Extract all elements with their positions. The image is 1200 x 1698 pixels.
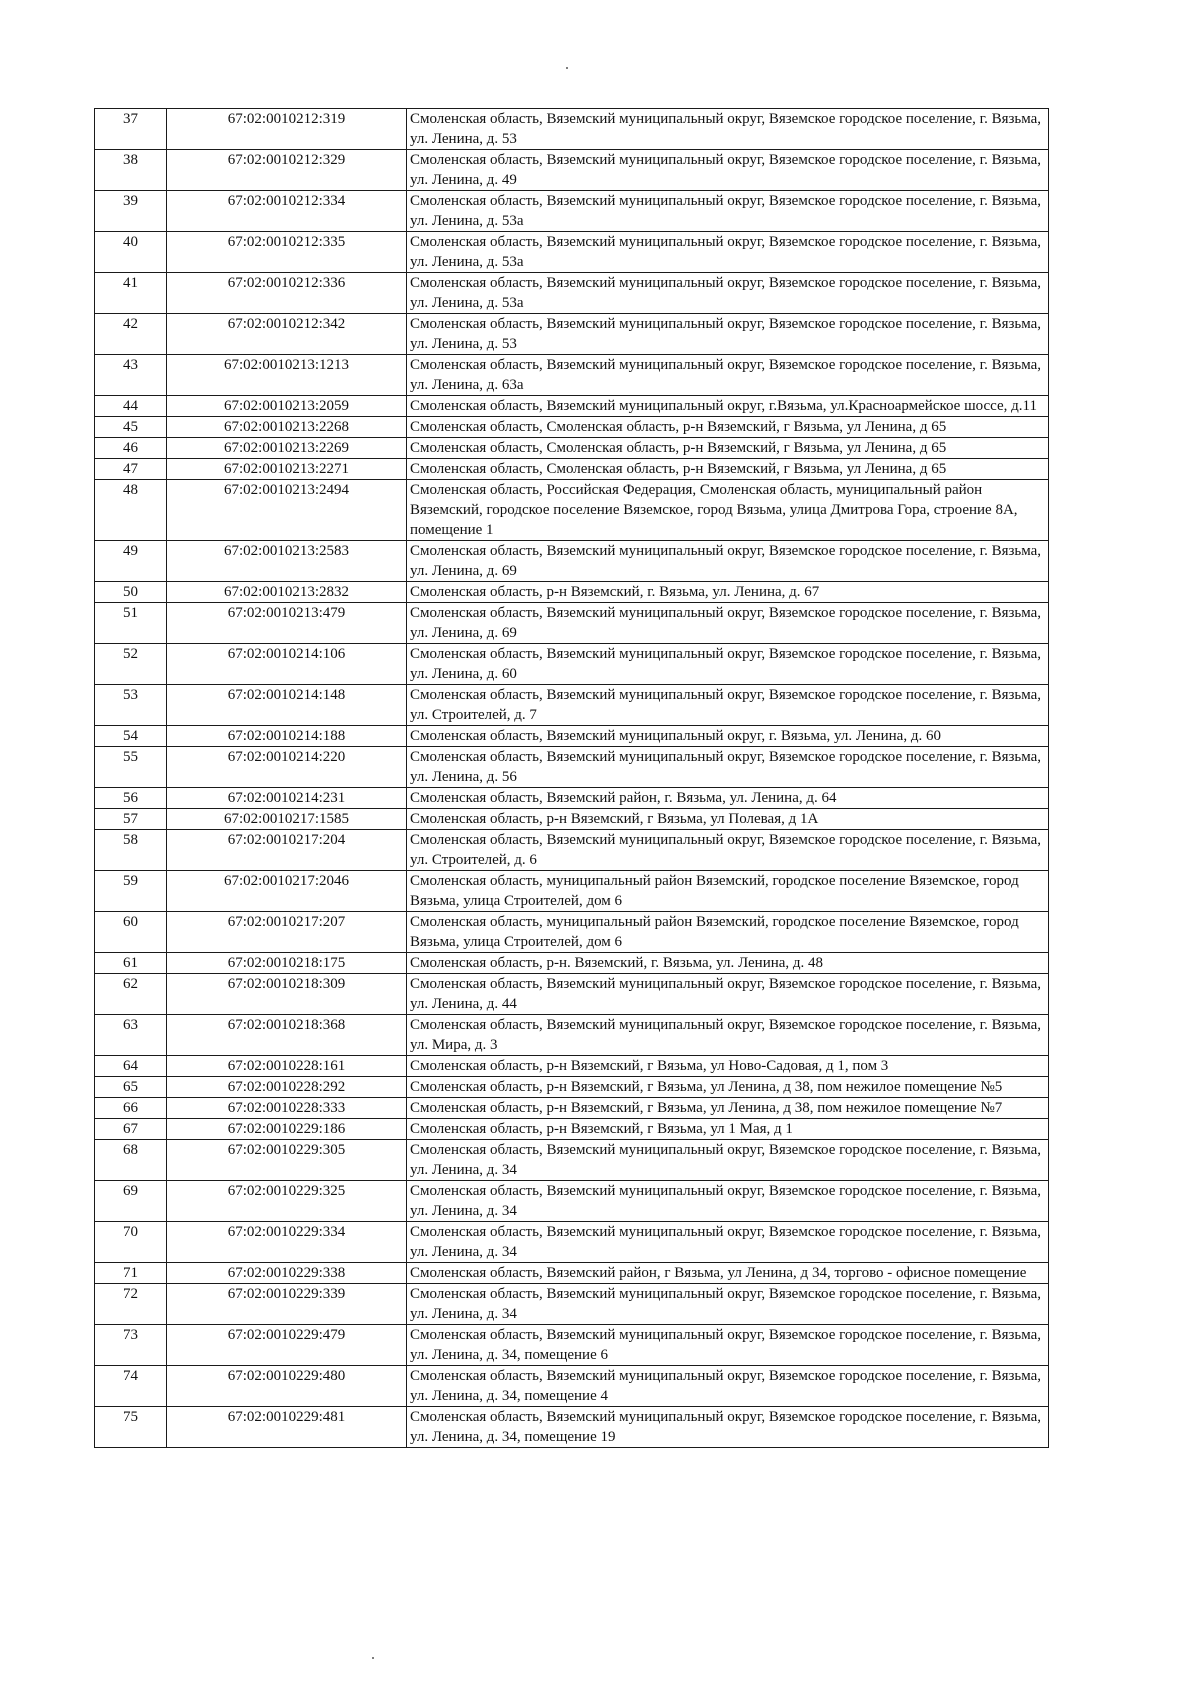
address-cell: Смоленская область, р-н Вяземский, г Вязьма, ул Ленина, д 38, пом нежилое помещение №5 (407, 1077, 1049, 1098)
table-row (95, 273, 1049, 314)
table-row (95, 871, 1049, 912)
table-row (95, 438, 1049, 459)
address-cell: Смоленская область, Вяземский муниципальный округ, Вяземское городское поселение, г. Вязьма, ул. Строителей, д. 7 (407, 685, 1049, 726)
address-cell: Смоленская область, Вяземский муниципальный округ, Вяземское городское поселение, г. Вязьма, ул. Ленина, д. 34, помещение 6 (407, 1325, 1049, 1366)
cadastral-number-cell: 67:02:0010213:2583 (167, 541, 407, 582)
cadastral-number-cell: 67:02:0010217:204 (167, 830, 407, 871)
row-number-cell: 70 (95, 1222, 167, 1263)
table-row (95, 541, 1049, 582)
cadastral-number-cell: 67:02:0010217:2046 (167, 871, 407, 912)
cadastral-number-cell: 67:02:0010229:479 (167, 1325, 407, 1366)
table-row (95, 1119, 1049, 1140)
cadastral-number-cell: 67:02:0010229:338 (167, 1263, 407, 1284)
cadastral-number-cell: 67:02:0010213:2271 (167, 459, 407, 480)
row-number-cell: 37 (95, 109, 167, 150)
table-row (95, 912, 1049, 953)
address-cell: Смоленская область, Вяземский муниципальный округ, Вяземское городское поселение, г. Вязьма, ул. Ленина, д. 34, помещение 4 (407, 1366, 1049, 1407)
table-row (95, 726, 1049, 747)
cadastral-number-cell: 67:02:0010228:333 (167, 1098, 407, 1119)
table-row (95, 1407, 1049, 1448)
row-number-cell: 51 (95, 603, 167, 644)
row-number-cell: 44 (95, 396, 167, 417)
address-cell: Смоленская область, Российская Федерация, Смоленская область, муниципальный район Вяземский, городское поселение Вяземское, город Вязьма, улица Дмитрова Гора, строение 8А, помещение 1 (407, 480, 1049, 541)
table-row (95, 1077, 1049, 1098)
table-row (95, 1181, 1049, 1222)
address-cell: Смоленская область, Вяземский муниципальный округ, Вяземское городское поселение, г. Вязьма, ул. Ленина, д. 34 (407, 1222, 1049, 1263)
address-cell: Смоленская область, Вяземский район, г. Вязьма, ул. Ленина, д. 64 (407, 788, 1049, 809)
cadastral-number-cell: 67:02:0010229:339 (167, 1284, 407, 1325)
cadastral-number-cell: 67:02:0010229:334 (167, 1222, 407, 1263)
table-row (95, 1263, 1049, 1284)
row-number-cell: 71 (95, 1263, 167, 1284)
cadastral-number-cell: 67:02:0010229:186 (167, 1119, 407, 1140)
cadastral-number-cell: 67:02:0010217:1585 (167, 809, 407, 830)
cadastral-number-cell: 67:02:0010228:161 (167, 1056, 407, 1077)
address-cell: Смоленская область, р-н Вяземский, г Вязьма, ул 1 Мая, д 1 (407, 1119, 1049, 1140)
table-row (95, 232, 1049, 273)
address-cell: Смоленская область, Вяземский муниципальный округ, Вяземское городское поселение, г. Вязьма, ул. Ленина, д. 53а (407, 191, 1049, 232)
table-row (95, 1284, 1049, 1325)
cadastral-number-cell: 67:02:0010212:342 (167, 314, 407, 355)
address-cell: Смоленская область, Вяземский муниципальный округ, Вяземское городское поселение, г. Вязьма, ул. Ленина, д. 49 (407, 150, 1049, 191)
cadastral-number-cell: 67:02:0010213:1213 (167, 355, 407, 396)
table-row (95, 417, 1049, 438)
row-number-cell: 49 (95, 541, 167, 582)
address-cell: Смоленская область, Вяземский муниципальный округ, Вяземское городское поселение, г. Вязьма, ул. Ленина, д. 34 (407, 1140, 1049, 1181)
cadastral-number-cell: 67:02:0010214:220 (167, 747, 407, 788)
row-number-cell: 72 (95, 1284, 167, 1325)
cadastral-number-cell: 67:02:0010217:207 (167, 912, 407, 953)
row-number-cell: 52 (95, 644, 167, 685)
scan-speck (372, 1657, 374, 1659)
row-number-cell: 64 (95, 1056, 167, 1077)
address-cell: Смоленская область, Вяземский муниципальный округ, Вяземское городское поселение, г. Вязьма, ул. Ленина, д. 69 (407, 603, 1049, 644)
cadastral-number-cell: 67:02:0010213:479 (167, 603, 407, 644)
cadastral-number-cell: 67:02:0010214:148 (167, 685, 407, 726)
address-cell: Смоленская область, р-н Вяземский, г. Вязьма, ул. Ленина, д. 67 (407, 582, 1049, 603)
cadastral-number-cell: 67:02:0010229:325 (167, 1181, 407, 1222)
address-cell: Смоленская область, Вяземский муниципальный округ, Вяземское городское поселение, г. Вязьма, ул. Ленина, д. 60 (407, 644, 1049, 685)
table-row (95, 582, 1049, 603)
cadastral-number-cell: 67:02:0010218:368 (167, 1015, 407, 1056)
address-cell: Смоленская область, Вяземский муниципальный округ, г.Вязьма, ул.Красноармейское шоссе, д.11 (407, 396, 1049, 417)
table-row (95, 830, 1049, 871)
table-row (95, 788, 1049, 809)
address-cell: Смоленская область, Вяземский район, г Вязьма, ул Ленина, д 34, торгово - офисное помещение (407, 1263, 1049, 1284)
table-row (95, 603, 1049, 644)
table-row (95, 974, 1049, 1015)
table-row (95, 1366, 1049, 1407)
address-cell: Смоленская область, Смоленская область, р-н Вяземский, г Вязьма, ул Ленина, д 65 (407, 417, 1049, 438)
row-number-cell: 54 (95, 726, 167, 747)
table-row (95, 459, 1049, 480)
cadastral-number-cell: 67:02:0010213:2494 (167, 480, 407, 541)
address-cell: Смоленская область, р-н Вяземский, г Вязьма, ул Ново-Садовая, д 1, пом 3 (407, 1056, 1049, 1077)
address-cell: Смоленская область, Смоленская область, р-н Вяземский, г Вязьма, ул Ленина, д 65 (407, 438, 1049, 459)
row-number-cell: 41 (95, 273, 167, 314)
cadastral-number-cell: 67:02:0010218:175 (167, 953, 407, 974)
table-row (95, 191, 1049, 232)
address-cell: Смоленская область, Вяземский муниципальный округ, Вяземское городское поселение, г. Вязьма, ул. Ленина, д. 53 (407, 314, 1049, 355)
row-number-cell: 40 (95, 232, 167, 273)
row-number-cell: 39 (95, 191, 167, 232)
row-number-cell: 75 (95, 1407, 167, 1448)
property-registry-table (94, 108, 1049, 1448)
row-number-cell: 63 (95, 1015, 167, 1056)
registry-rows (95, 109, 1049, 1448)
cadastral-number-cell: 67:02:0010214:188 (167, 726, 407, 747)
table-row (95, 953, 1049, 974)
scan-speck (566, 67, 568, 69)
cadastral-number-cell: 67:02:0010213:2059 (167, 396, 407, 417)
row-number-cell: 62 (95, 974, 167, 1015)
address-cell: Смоленская область, Смоленская область, р-н Вяземский, г Вязьма, ул Ленина, д 65 (407, 459, 1049, 480)
address-cell: Смоленская область, Вяземский муниципальный округ, Вяземское городское поселение, г. Вязьма, ул. Ленина, д. 34, помещение 19 (407, 1407, 1049, 1448)
row-number-cell: 46 (95, 438, 167, 459)
cadastral-number-cell: 67:02:0010218:309 (167, 974, 407, 1015)
table-row (95, 314, 1049, 355)
row-number-cell: 67 (95, 1119, 167, 1140)
address-cell: Смоленская область, Вяземский муниципальный округ, Вяземское городское поселение, г. Вязьма, ул. Ленина, д. 69 (407, 541, 1049, 582)
address-cell: Смоленская область, р-н. Вяземский, г. Вязьма, ул. Ленина, д. 48 (407, 953, 1049, 974)
row-number-cell: 69 (95, 1181, 167, 1222)
table-row (95, 396, 1049, 417)
table-row (95, 809, 1049, 830)
row-number-cell: 42 (95, 314, 167, 355)
cadastral-number-cell: 67:02:0010228:292 (167, 1077, 407, 1098)
address-cell: Смоленская область, Вяземский муниципальный округ, Вяземское городское поселение, г. Вязьма, ул. Ленина, д. 56 (407, 747, 1049, 788)
table-row (95, 644, 1049, 685)
table-row (95, 109, 1049, 150)
address-cell: Смоленская область, р-н Вяземский, г Вязьма, ул Ленина, д 38, пом нежилое помещение №7 (407, 1098, 1049, 1119)
table-row (95, 1098, 1049, 1119)
address-cell: Смоленская область, Вяземский муниципальный округ, Вяземское городское поселение, г. Вязьма, ул. Ленина, д. 53а (407, 232, 1049, 273)
table-row (95, 355, 1049, 396)
cadastral-number-cell: 67:02:0010213:2269 (167, 438, 407, 459)
row-number-cell: 47 (95, 459, 167, 480)
cadastral-number-cell: 67:02:0010212:336 (167, 273, 407, 314)
row-number-cell: 43 (95, 355, 167, 396)
row-number-cell: 61 (95, 953, 167, 974)
address-cell: Смоленская область, муниципальный район Вяземский, городское поселение Вяземское, город Вязьма, улица Строителей, дом 6 (407, 912, 1049, 953)
address-cell: Смоленская область, Вяземский муниципальный округ, Вяземское городское поселение, г. Вязьма, ул. Ленина, д. 34 (407, 1284, 1049, 1325)
row-number-cell: 68 (95, 1140, 167, 1181)
table-row (95, 1056, 1049, 1077)
cadastral-number-cell: 67:02:0010229:481 (167, 1407, 407, 1448)
row-number-cell: 66 (95, 1098, 167, 1119)
table-row (95, 1140, 1049, 1181)
table-row (95, 1015, 1049, 1056)
address-cell: Смоленская область, Вяземский муниципальный округ, Вяземское городское поселение, г. Вязьма, ул. Ленина, д. 53 (407, 109, 1049, 150)
row-number-cell: 53 (95, 685, 167, 726)
cadastral-number-cell: 67:02:0010212:335 (167, 232, 407, 273)
cadastral-number-cell: 67:02:0010229:305 (167, 1140, 407, 1181)
cadastral-number-cell: 67:02:0010212:334 (167, 191, 407, 232)
cadastral-number-cell: 67:02:0010213:2832 (167, 582, 407, 603)
address-cell: Смоленская область, Вяземский муниципальный округ, г. Вязьма, ул. Ленина, д. 60 (407, 726, 1049, 747)
cadastral-number-cell: 67:02:0010214:106 (167, 644, 407, 685)
table-row (95, 150, 1049, 191)
row-number-cell: 38 (95, 150, 167, 191)
address-cell: Смоленская область, Вяземский муниципальный округ, Вяземское городское поселение, г. Вязьма, ул. Строителей, д. 6 (407, 830, 1049, 871)
row-number-cell: 45 (95, 417, 167, 438)
row-number-cell: 59 (95, 871, 167, 912)
cadastral-number-cell: 67:02:0010213:2268 (167, 417, 407, 438)
cadastral-number-cell: 67:02:0010212:319 (167, 109, 407, 150)
row-number-cell: 58 (95, 830, 167, 871)
table-row (95, 1325, 1049, 1366)
address-cell: Смоленская область, Вяземский муниципальный округ, Вяземское городское поселение, г. Вязьма, ул. Ленина, д. 53а (407, 273, 1049, 314)
row-number-cell: 65 (95, 1077, 167, 1098)
cadastral-number-cell: 67:02:0010212:329 (167, 150, 407, 191)
row-number-cell: 73 (95, 1325, 167, 1366)
table-row (95, 1222, 1049, 1263)
address-cell: Смоленская область, муниципальный район Вяземский, городское поселение Вяземское, город Вязьма, улица Строителей, дом 6 (407, 871, 1049, 912)
row-number-cell: 57 (95, 809, 167, 830)
address-cell: Смоленская область, Вяземский муниципальный округ, Вяземское городское поселение, г. Вязьма, ул. Ленина, д. 63а (407, 355, 1049, 396)
address-cell: Смоленская область, Вяземский муниципальный округ, Вяземское городское поселение, г. Вязьма, ул. Ленина, д. 34 (407, 1181, 1049, 1222)
address-cell: Смоленская область, Вяземский муниципальный округ, Вяземское городское поселение, г. Вязьма, ул. Ленина, д. 44 (407, 974, 1049, 1015)
row-number-cell: 56 (95, 788, 167, 809)
table-row (95, 747, 1049, 788)
row-number-cell: 48 (95, 480, 167, 541)
row-number-cell: 50 (95, 582, 167, 603)
table-row (95, 480, 1049, 541)
row-number-cell: 60 (95, 912, 167, 953)
row-number-cell: 74 (95, 1366, 167, 1407)
cadastral-number-cell: 67:02:0010214:231 (167, 788, 407, 809)
cadastral-number-cell: 67:02:0010229:480 (167, 1366, 407, 1407)
address-cell: Смоленская область, Вяземский муниципальный округ, Вяземское городское поселение, г. Вязьма, ул. Мира, д. 3 (407, 1015, 1049, 1056)
table-row (95, 685, 1049, 726)
address-cell: Смоленская область, р-н Вяземский, г Вязьма, ул Полевая, д 1А (407, 809, 1049, 830)
row-number-cell: 55 (95, 747, 167, 788)
